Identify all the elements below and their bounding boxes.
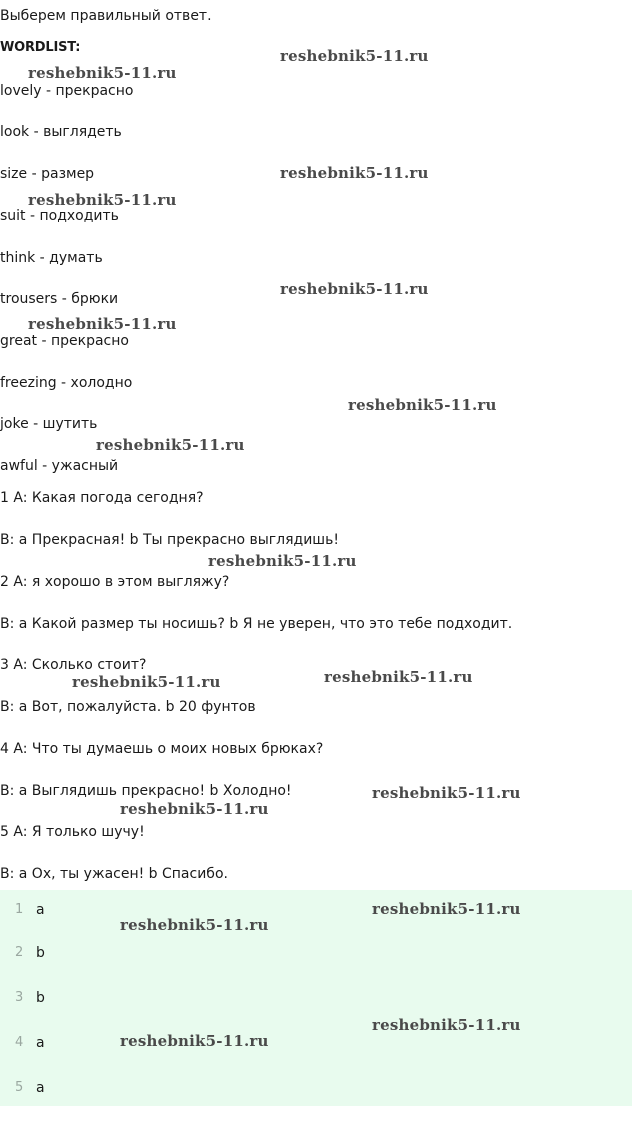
answer-number: 4 — [15, 1035, 24, 1050]
dialogue-line: B: a Ох, ты ужасен! b Спасибо. — [0, 866, 228, 882]
wordlist-item: trousers - брюки — [0, 291, 119, 307]
watermark: reshebnik5-11.ru — [96, 436, 245, 454]
wordlist-item: freezing - холодно — [0, 375, 133, 391]
dialogue-line: B: a Прекрасная! b Ты прекрасно выглядишь! — [0, 532, 339, 548]
dialogue-line: 1 A: Какая погода сегодня? — [0, 490, 204, 506]
answer-number: 2 — [15, 945, 24, 960]
watermark: reshebnik5-11.ru — [348, 396, 497, 414]
wordlist-item: size - размер — [0, 166, 95, 182]
dialogue-line: B: a Какой размер ты носишь? b Я не уверен, что это тебе подходит. — [0, 616, 513, 632]
answer-number: 5 — [15, 1080, 24, 1095]
watermark: reshebnik5-11.ru — [208, 552, 357, 570]
answer-value: a — [36, 902, 45, 918]
watermark: reshebnik5-11.ru — [372, 900, 521, 918]
watermark: reshebnik5-11.ru — [324, 668, 473, 686]
watermark: reshebnik5-11.ru — [280, 280, 429, 298]
watermark: reshebnik5-11.ru — [120, 800, 269, 818]
watermark: reshebnik5-11.ru — [28, 64, 177, 82]
wordlist-item: think - думать — [0, 250, 103, 266]
answer-value: a — [36, 1080, 45, 1096]
dialogue-line: B: a Выглядишь прекрасно! b Холодно! — [0, 783, 292, 799]
wordlist-item: awful - ужасный — [0, 458, 119, 474]
watermark: reshebnik5-11.ru — [72, 673, 221, 691]
watermark: reshebnik5-11.ru — [28, 315, 177, 333]
wordlist-item: suit - подходить — [0, 208, 119, 224]
answer-value: b — [36, 990, 45, 1006]
answer-value: b — [36, 945, 45, 961]
dialogue-line: 3 A: Сколько стоит? — [0, 657, 147, 673]
watermark: reshebnik5-11.ru — [372, 1016, 521, 1034]
answer-number: 3 — [15, 990, 24, 1005]
wordlist-item: lovely - прекрасно — [0, 83, 134, 99]
watermark: reshebnik5-11.ru — [120, 1032, 269, 1050]
watermark: reshebnik5-11.ru — [280, 47, 429, 65]
wordlist-item: joke - шутить — [0, 416, 98, 432]
wordlist-heading: WORDLIST: — [0, 40, 81, 55]
watermark: reshebnik5-11.ru — [372, 784, 521, 802]
watermark: reshebnik5-11.ru — [280, 164, 429, 182]
dialogue-line: 2 A: я хорошо в этом выгляжу? — [0, 574, 230, 590]
wordlist-item: great - прекрасно — [0, 333, 129, 349]
dialogue-line: B: a Вот, пожалуйста. b 20 фунтов — [0, 699, 256, 715]
dialogue-line: 5 A: Я только шучу! — [0, 824, 145, 840]
answers-panel — [0, 890, 632, 1106]
intro-text: Выберем правильный ответ. — [0, 8, 212, 24]
watermark: reshebnik5-11.ru — [28, 191, 177, 209]
answer-value: a — [36, 1035, 45, 1051]
wordlist-item: look - выглядеть — [0, 124, 122, 140]
answer-number: 1 — [15, 902, 24, 917]
watermark: reshebnik5-11.ru — [120, 916, 269, 934]
dialogue-line: 4 A: Что ты думаешь о моих новых брюках? — [0, 741, 324, 757]
